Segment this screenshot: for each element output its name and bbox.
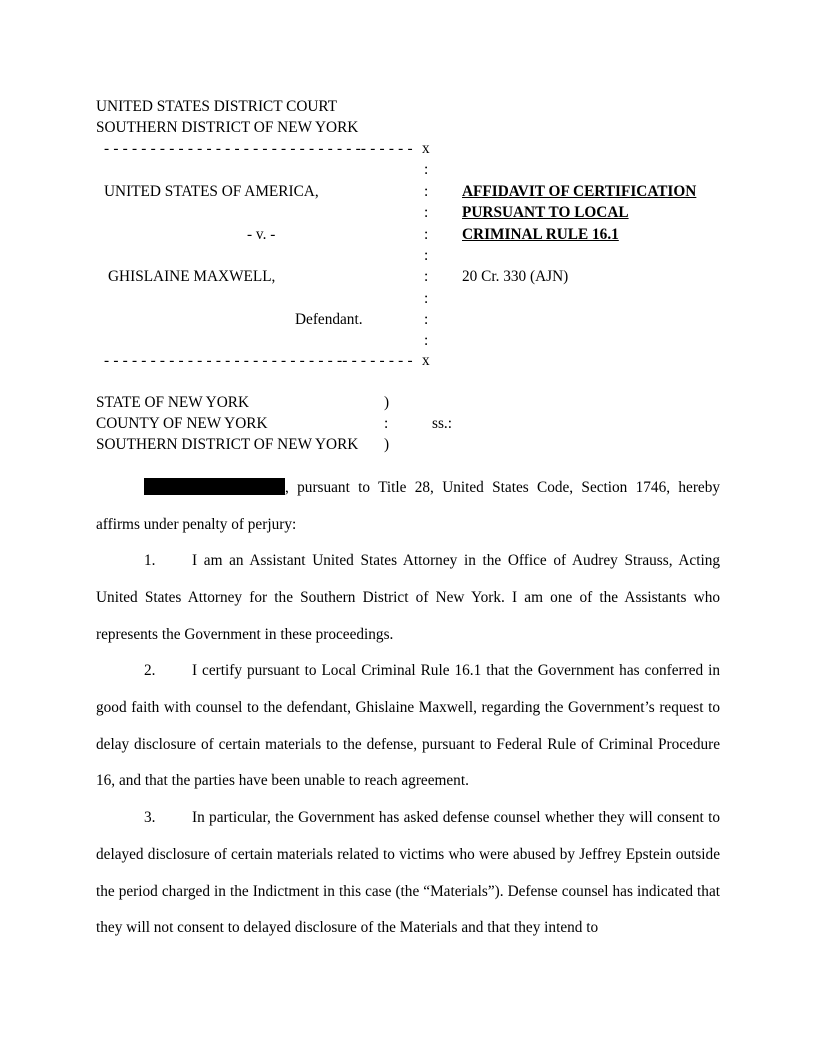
caption-rule-bottom: - - - - - - - - - - - - - - - - - - - - - - - - - -- - - - - - - - bbox=[104, 352, 413, 369]
venue-paren-bottom: ) bbox=[384, 436, 390, 453]
court-name: UNITED STATES DISTRICT COURT bbox=[96, 98, 338, 115]
venue-ss: ss.: bbox=[432, 415, 452, 432]
defendant-name: GHISLAINE MAXWELL, bbox=[108, 268, 276, 285]
venue-county: COUNTY OF NEW YORK bbox=[96, 415, 268, 432]
paragraph-1 bbox=[96, 543, 720, 653]
venue-district: SOUTHERN DISTRICT OF NEW YORK bbox=[96, 436, 359, 453]
caption-x-top: x bbox=[422, 140, 430, 157]
paragraph-3-number: 3. bbox=[144, 809, 156, 826]
caption-rule-top: - - - - - - - - - - - - - - - - - - - - - - - - - - - -- - - - - - bbox=[104, 140, 413, 157]
plaintiff-name: UNITED STATES OF AMERICA, bbox=[104, 183, 319, 200]
defendant-label: Defendant. bbox=[295, 311, 363, 328]
paragraph-1-text: I am an Assistant United States Attorney in the Office of Audrey Strauss, Acting United States Attorney for the Southern District of New York. I am one of the Assistants who represents the Government in these proceedings. bbox=[96, 552, 720, 643]
paragraph-3 bbox=[96, 800, 720, 947]
paragraph-1-number: 1. bbox=[144, 552, 156, 569]
venue-colon: : bbox=[384, 415, 389, 432]
document-title-line-1: AFFIDAVIT OF CERTIFICATION bbox=[462, 183, 697, 200]
paragraph-2 bbox=[96, 653, 720, 800]
intro-text: , pursuant to Title 28, United States Code, Section 1746, hereby affirms under penalty of perjury: bbox=[96, 479, 720, 533]
intro-paragraph bbox=[96, 470, 720, 544]
versus: - v. - bbox=[247, 226, 276, 243]
paragraph-2-number: 2. bbox=[144, 662, 156, 679]
document-title-line-2: PURSUANT TO LOCAL bbox=[462, 204, 629, 221]
venue-paren-top: ) bbox=[384, 394, 390, 411]
case-number: 20 Cr. 330 (AJN) bbox=[462, 268, 569, 285]
paragraph-3-text: In particular, the Government has asked defense counsel whether they will consent to delayed disclosure of certain materials related to victims who were abused by Jeffrey Epstein outside the period charged in the Indictment in this case (the “Materials”). Defense counsel has indicated that they will not consent to delayed disclosure of the Materials and that they intend to bbox=[96, 809, 720, 937]
venue-state: STATE OF NEW YORK bbox=[96, 394, 250, 411]
court-district: SOUTHERN DISTRICT OF NEW YORK bbox=[96, 119, 359, 136]
paragraph-2-text: I certify pursuant to Local Criminal Rule 16.1 that the Government has conferred in good faith with counsel to the defendant, Ghislaine Maxwell, regarding the Government’s request to delay disclosure of certain materials to the defense, pursuant to Federal Rule of Criminal Procedure 16, and that the parties have been unable to reach agreement. bbox=[96, 662, 720, 790]
redaction-block bbox=[144, 478, 285, 495]
caption-x-bottom: x bbox=[422, 352, 430, 369]
document-title-line-3: CRIMINAL RULE 16.1 bbox=[462, 226, 619, 243]
